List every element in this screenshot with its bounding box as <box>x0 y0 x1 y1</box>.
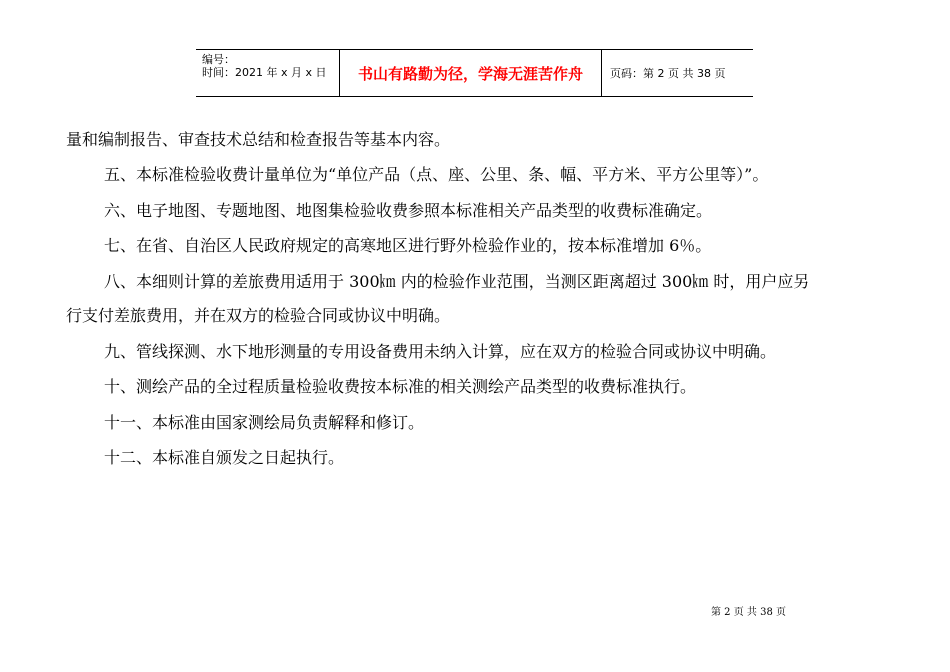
paragraph: 八、本细则计算的差旅费用适用于 300㎞ 内的检验作业范围，当测区距离超过 300㎞ 时，用户应另 <box>104 272 810 291</box>
document-date: 时间：2021 年 x 月 x 日 <box>202 66 327 79</box>
paragraph: 九、管线探测、水下地形测量的专用设备费用未纳入计算，应在双方的检验合同或协议中明确。 <box>104 342 777 361</box>
paragraph: 十一、本标准由国家测绘局负责解释和修订。 <box>104 413 425 432</box>
paragraph: 七、在省、自治区人民政府规定的高寒地区进行野外检验作业的，按本标准增加 6％。 <box>104 236 712 255</box>
header-meta <box>196 50 340 96</box>
header-page-info: 页码：第 2 页 共 38 页 <box>610 67 726 80</box>
paragraph: 量和编制报告、审查技术总结和检查报告等基本内容。 <box>66 130 451 149</box>
header-motto: 书山有路勤为径，学海无涯苦作舟 <box>340 50 602 96</box>
paragraph: 十二、本标准自颁发之日起执行。 <box>104 448 345 467</box>
page-footer: 第 2 页 共 38 页 <box>711 607 786 618</box>
paragraph: 行支付差旅费用，并在双方的检验合同或协议中明确。 <box>66 306 451 325</box>
paragraph: 六、电子地图、专题地图、地图集检验收费参照本标准相关产品类型的收费标准确定。 <box>104 201 713 220</box>
page-header <box>196 49 753 97</box>
paragraph: 十、测绘产品的全过程质量检验收费按本标准的相关测绘产品类型的收费标准执行。 <box>104 377 697 396</box>
paragraph: 五、本标准检验收费计量单位为“单位产品（点、座、公里、条、幅、平方米、平方公里等）”。 <box>104 165 769 184</box>
document-number-label: 编号： <box>202 53 235 66</box>
